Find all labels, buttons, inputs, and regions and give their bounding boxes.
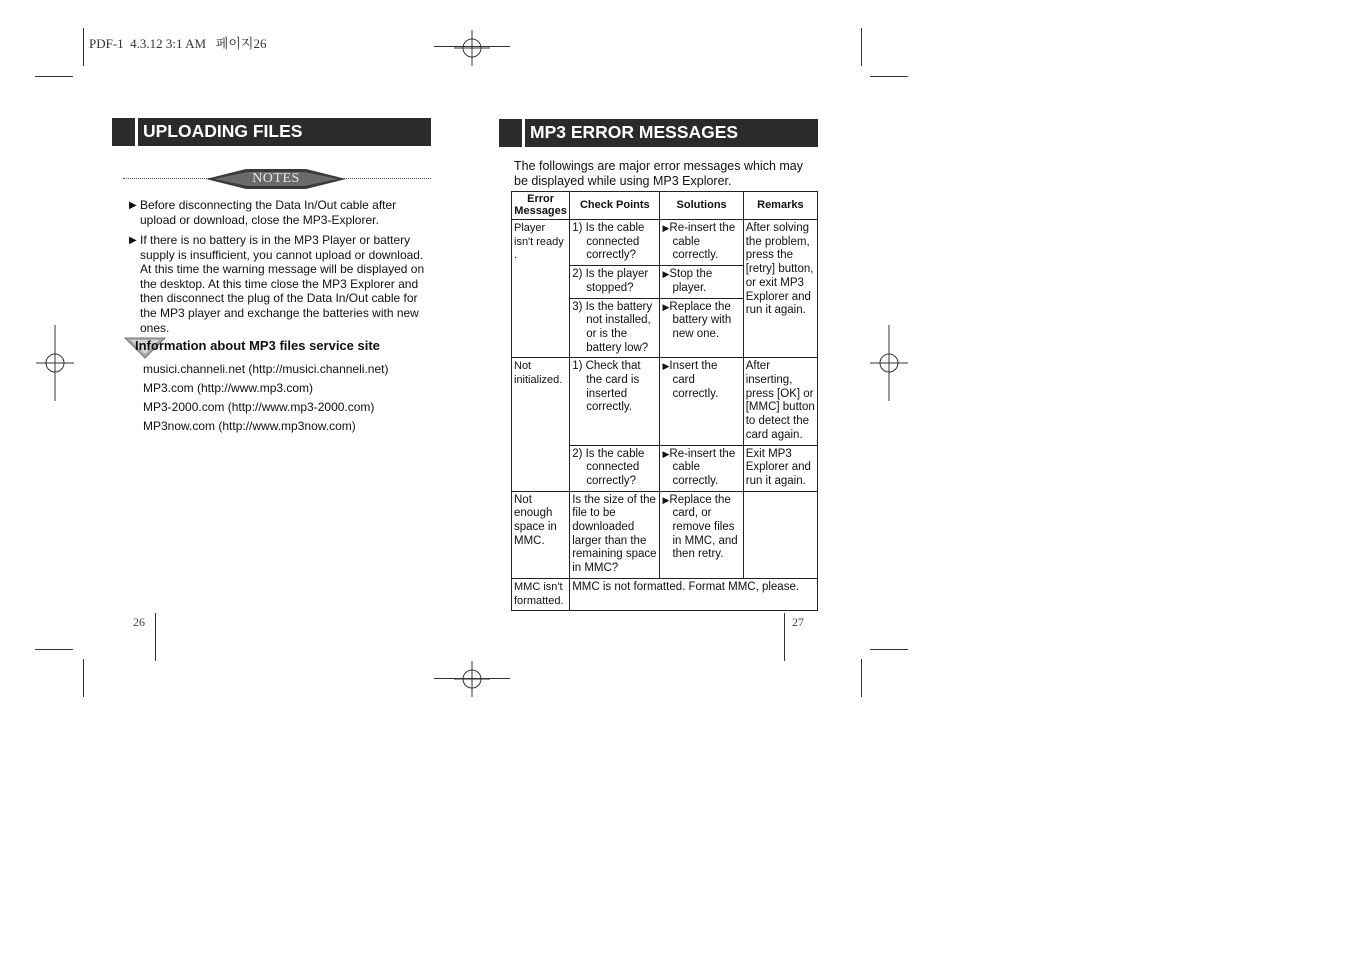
section-marker [112, 118, 135, 146]
triangle-bullet-icon: ▶ [662, 448, 670, 459]
error-message-cell: Not enough space in MMC. [512, 491, 570, 578]
page-title: MP3 ERROR MESSAGES [525, 119, 818, 147]
column-header: Check Points [570, 192, 660, 220]
registration-mark-icon [36, 325, 74, 401]
triangle-bullet-icon: ▶ [662, 269, 670, 280]
error-table [511, 191, 818, 611]
remark-cell: After inserting, press [OK] or [MMC] button to detect the card again. [743, 358, 817, 445]
crop-mark [83, 659, 84, 697]
registration-mark-icon [454, 30, 490, 66]
note-bullet: ▶ Before disconnecting the Data In/Out cable after upload or download, close the MP3-Explorer. [129, 198, 397, 227]
error-message-cell: MMC isn't formatted. [512, 578, 570, 610]
site-link: musici.channeli.net (http://musici.channeli.net) [143, 362, 389, 376]
check-point-cell: 2) Is the player stopped? [570, 266, 660, 298]
crop-mark [784, 613, 785, 661]
check-point-cell: 2) Is the cable connected correctly? [570, 445, 660, 491]
registration-mark-icon [454, 661, 490, 697]
column-header: Error Messages [512, 192, 570, 220]
error-message-cell: Player isn't ready . [512, 220, 570, 358]
table-row [512, 358, 818, 445]
registration-mark-icon [870, 325, 908, 401]
solution-cell: ▶Replace the battery with new one. [660, 298, 743, 358]
table-row [512, 491, 818, 578]
remark-cell: After solving the problem, press the [retry] button, or exit MP3 Explorer and run it again. [743, 220, 817, 358]
print-header: PDF-1 4.3.12 3:1 AM 페이지26 [89, 36, 267, 51]
crop-mark [870, 649, 908, 650]
triangle-bullet-icon: ▶ [662, 301, 670, 312]
notes-label: NOTES [252, 171, 300, 186]
solution-cell: ▶Stop the player. [660, 266, 743, 298]
solution-cell: ▶Re-insert the cable correctly. [660, 445, 743, 491]
solution-cell: ▶Insert the card correctly. [660, 358, 743, 445]
triangle-bullet-icon: ▶ [129, 200, 137, 211]
page-title: UPLOADING FILES [138, 118, 431, 146]
site-link: MP3.com (http://www.mp3.com) [143, 381, 314, 395]
page-number: 26 [133, 615, 145, 629]
column-header: Solutions [660, 192, 743, 220]
check-point-cell: 1) Check that the card is inserted correctly. [570, 358, 660, 445]
registration-mark-icon [434, 678, 510, 679]
info-heading: Information about MP3 files service site [135, 338, 380, 353]
table-row [512, 578, 818, 610]
column-header: Remarks [743, 192, 817, 220]
crop-mark [861, 659, 862, 697]
check-point-cell: 3) Is the battery not installed, or is the battery low? [570, 298, 660, 358]
site-link: MP3now.com (http://www.mp3now.com) [143, 419, 356, 433]
crop-mark [35, 649, 73, 650]
error-message-cell: Not initialized. [512, 358, 570, 491]
note-bullet: ▶ If there is no battery is in the MP3 Player or battery supply is insufficient, you cannot upload or download. At this time the warning message will be displayed on the desktop. At this time close the MP3 Explorer and then disconnect the plug of the Data In/Out cable for the MP3 player and exchange the batteries with new ones. [129, 233, 425, 335]
solution-cell: ▶Re-insert the cable correctly. [660, 220, 743, 266]
triangle-bullet-icon: ▶ [662, 223, 670, 233]
intro-text: The followings are major error messages which may be displayed while using MP3 Explorer. [514, 159, 803, 188]
check-point-cell: 1) Is the cable connected correctly? [570, 220, 660, 266]
page-number: 27 [792, 615, 804, 629]
solution-cell: ▶Replace the card, or remove files in MMC, and then retry. [660, 491, 743, 578]
table-header-row [512, 192, 818, 220]
crop-mark [155, 613, 156, 661]
triangle-bullet-icon: ▶ [129, 235, 137, 246]
triangle-bullet-icon: ▶ [662, 361, 670, 372]
crop-mark [870, 76, 908, 77]
crop-mark [83, 28, 84, 66]
crop-mark [35, 76, 73, 77]
registration-mark-icon [434, 46, 510, 47]
triangle-bullet-icon: ▶ [662, 494, 670, 505]
site-link: MP3-2000.com (http://www.mp3-2000.com) [143, 400, 375, 414]
section-marker [499, 119, 522, 147]
table-row [512, 220, 818, 266]
remark-cell [743, 491, 817, 578]
note-cell: MMC is not formatted. Format MMC, please. [570, 578, 818, 610]
remark-cell: Exit MP3 Explorer and run it again. [743, 445, 817, 491]
crop-mark [861, 28, 862, 66]
check-point-cell: Is the size of the file to be downloaded larger than the remaining space in MMC? [570, 491, 660, 578]
